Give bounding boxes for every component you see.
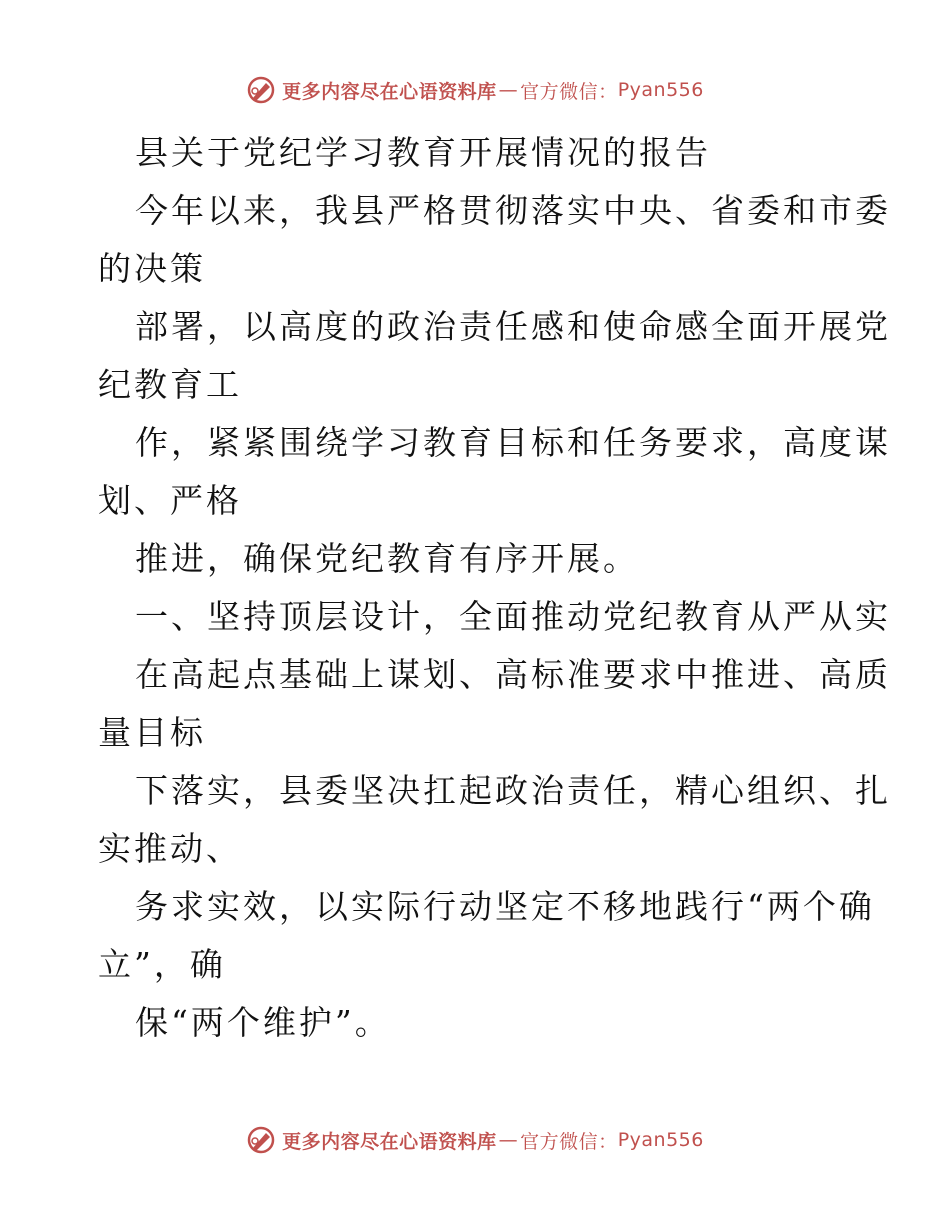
document-body	[98, 124, 891, 1052]
watermark-wechat-id: Pyan556	[617, 79, 704, 101]
text-line: 一、坚持顶层设计，全面推动党纪教育从严从实	[135, 597, 891, 636]
text-line: 立”，确	[98, 945, 226, 984]
watermark-site-text: 更多内容尽在心语资料库	[282, 1130, 497, 1153]
text-line: 划、严格	[98, 481, 242, 520]
watermark-site-text: 更多内容尽在心语资料库	[282, 80, 497, 103]
footer-watermark	[0, 1120, 950, 1160]
watermark-wechat-label: 官方微信：	[520, 80, 618, 103]
watermark-wechat-id: Pyan556	[617, 1129, 704, 1151]
text-line: 量目标	[98, 713, 206, 752]
text-line: 下落实，县委坚决扛起政治责任，精心组织、扎	[135, 771, 891, 810]
header-watermark	[0, 70, 950, 110]
text-line: 实推动、	[98, 829, 242, 868]
text-line: 纪教育工	[98, 365, 242, 404]
text-line: 部署，以高度的政治责任感和使命感全面开展党	[135, 307, 891, 346]
text-line: 务求实效，以实际行动坚定不移地践行“两个确	[135, 887, 875, 926]
text-line: 今年以来，我县严格贯彻落实中央、省委和市委	[135, 191, 891, 230]
text-line: 县关于党纪学习教育开展情况的报告	[135, 133, 711, 172]
text-line: 保“两个维护”。	[135, 1003, 391, 1042]
watermark-wechat-label: 官方微信：	[520, 1130, 618, 1153]
pen-logo-icon	[246, 1125, 276, 1155]
pen-logo-icon	[246, 75, 276, 105]
text-line: 推进，确保党纪教育有序开展。	[135, 539, 639, 578]
watermark-dash: —	[498, 1129, 519, 1151]
text-line: 作，紧紧围绕学习教育目标和任务要求，高度谋	[135, 423, 891, 462]
text-line: 的决策	[98, 249, 206, 288]
text-line: 在高起点基础上谋划、高标准要求中推进、高质	[135, 655, 891, 694]
watermark-dash: —	[498, 79, 519, 101]
